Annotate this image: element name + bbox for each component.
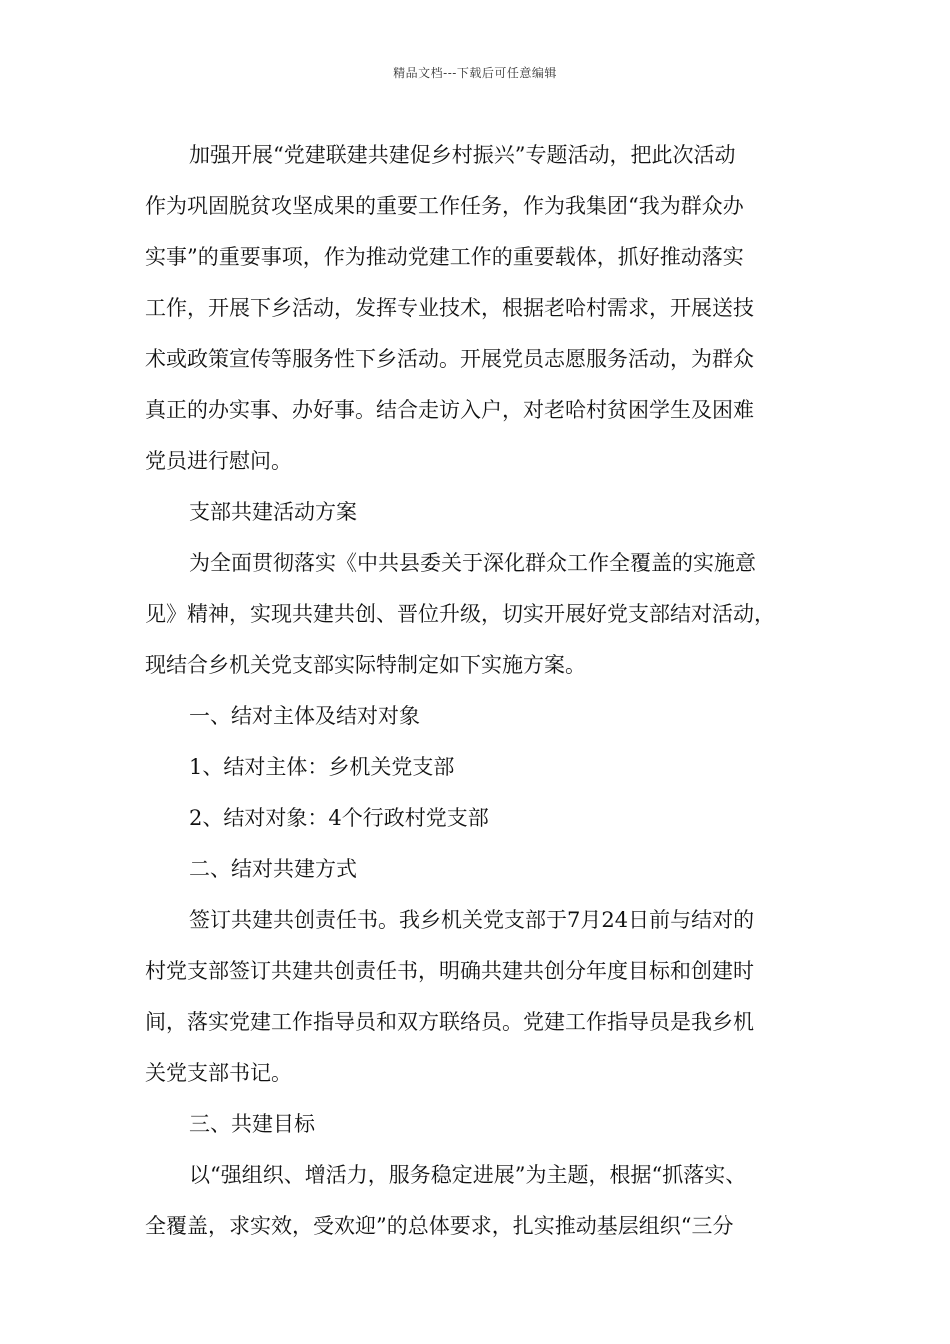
paragraph-line: 关党支部书记。 [145,1061,292,1085]
list-item: 2、结对对象：4个行政村党支部 [189,806,489,830]
paragraph-line: 术或政策宣传等服务性下乡活动。开展党员志愿服务活动，为群众 [145,347,754,371]
paragraph-line: 为全面贯彻落实《中共县委关于深化群众工作全覆盖的实施意 [189,551,756,575]
paragraph-line: 作为巩固脱贫攻坚成果的重要工作任务，作为我集团“我为群众办 [145,194,744,218]
list-item: 1、结对主体：乡机关党支部 [189,755,455,779]
paragraph-line: 村党支部签订共建共创责任书，明确共建共创分年度目标和创建时 [145,959,754,983]
section-heading: 支部共建活动方案 [189,500,357,524]
paragraph-line: 加强开展“党建联建共建促乡村振兴”专题活动，把此次活动 [189,143,736,167]
paragraph-line: 党员进行慰问。 [145,449,292,473]
section-heading: 一、结对主体及结对对象 [189,704,420,728]
paragraph-line: 间，落实党建工作指导员和双方联络员。党建工作指导员是我乡机 [145,1010,754,1034]
paragraph-line: 见》精神，实现共建共创、晋位升级，切实开展好党支部结对活动， [145,602,775,626]
paragraph-line: 工作，开展下乡活动，发挥专业技术，根据老哈村需求，开展送技 [145,296,754,320]
paragraph-line: 现结合乡机关党支部实际特制定如下实施方案。 [145,653,586,677]
paragraph-line: 全覆盖，求实效，受欢迎”的总体要求，扎实推动基层组织“三分 [145,1214,734,1238]
paragraph-line: 以“强组织、增活力，服务稳定进展”为主题，根据“抓落实、 [189,1163,747,1187]
section-heading: 三、共建目标 [189,1112,315,1136]
paragraph-line: 实事”的重要事项，作为推动党建工作的重要载体，抓好推动落实 [145,245,744,269]
document-body [145,130,805,1252]
section-heading: 二、结对共建方式 [189,857,357,881]
paragraph-line: 签订共建共创责任书。我乡机关党支部于7月24日前与结对的 [189,908,755,932]
page-header: 精品文档---下载后可任意编辑 [393,66,557,80]
paragraph-line: 真正的办实事、办好事。结合走访入户，对老哈村贫困学生及困难 [145,398,754,422]
